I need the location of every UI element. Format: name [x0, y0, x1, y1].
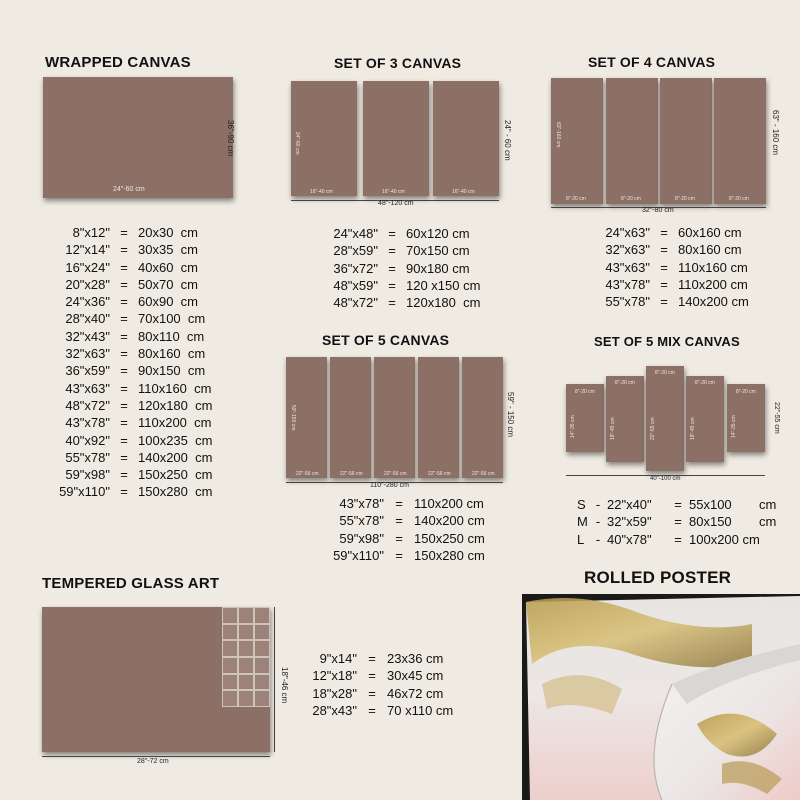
size-cell: =	[388, 226, 396, 241]
size-cell: 60x160 cm	[678, 225, 742, 240]
size-cell: 140x200 cm	[678, 294, 749, 310]
size-cell: 55"x78"	[65, 449, 110, 465]
size-cell: =	[674, 497, 682, 512]
size-row	[318, 277, 516, 294]
size-cell: 24"x36"	[65, 294, 110, 310]
size-row	[316, 530, 514, 547]
set5-panel-4	[418, 357, 459, 478]
size-cell: 40"x78"	[607, 531, 652, 547]
size-cell: 28"x43"	[312, 702, 357, 718]
set4-panel-3-label: 8"-20 cm	[675, 196, 695, 202]
size-row	[316, 512, 514, 529]
set3-panel-3-label: 16"-40 cm	[452, 189, 475, 195]
size-cell: =	[120, 432, 128, 448]
wrapped-width-label: 24"-60 cm	[113, 186, 145, 193]
set4-panel-2-label: 8"-20 cm	[621, 196, 641, 202]
size-cell: =	[660, 259, 668, 275]
size-cell: 43"x63"	[605, 259, 650, 275]
size-cell: 48"x72"	[65, 397, 110, 413]
set5-panel-4-label: 22"-56 cm	[428, 471, 451, 477]
size-cell: =	[674, 514, 682, 530]
size-cell: S	[577, 497, 586, 512]
set3-title: SET OF 3 CANVAS	[334, 55, 462, 71]
glass-panel	[42, 607, 270, 752]
size-cell: M	[577, 514, 588, 530]
size-cell: 80x150	[689, 514, 732, 530]
size-cell: =	[120, 259, 128, 275]
size-cell: =	[368, 702, 376, 718]
size-cell	[759, 531, 779, 548]
size-cell: 20"x28"	[65, 276, 110, 292]
size-row	[50, 362, 248, 379]
size-cell: 150x250 cm	[414, 530, 485, 546]
size-cell: =	[120, 276, 128, 292]
size-cell: 110x200 cm	[138, 415, 212, 431]
size-cell: 150x280 cm	[138, 484, 213, 500]
size-cell: 40x60 cm	[138, 259, 198, 275]
size-cell: L	[577, 531, 585, 547]
set4-side-label: 63"-160 cm	[555, 122, 561, 148]
set5-panel-2-label: 22"-56 cm	[340, 471, 363, 477]
size-cell: 120x180 cm	[138, 397, 213, 413]
size-cell: 70 x110 cm	[387, 702, 454, 718]
size-row	[50, 414, 248, 431]
rolled-poster-image	[522, 594, 800, 800]
set3-panel-1-label: 16"-40 cm	[310, 189, 333, 195]
glass-width-line	[42, 756, 270, 757]
size-cell: =	[388, 243, 396, 259]
size-cell: =	[120, 242, 128, 258]
size-cell: 20x30 cm	[138, 225, 198, 240]
size-cell: 43"x78"	[339, 496, 384, 511]
set4-panel-2	[606, 78, 658, 204]
size-cell: 110x200 cm	[414, 496, 484, 511]
size-cell: 55"x78"	[339, 513, 384, 529]
set5mix-width-label: 40"-100 cm	[650, 476, 681, 482]
size-cell: -	[595, 514, 601, 530]
set3-width-label: 48"-120 cm	[378, 200, 414, 207]
size-cell: 24"x48"	[333, 226, 378, 241]
size-cell: -	[595, 531, 601, 547]
wrapped-height-label: 36"-90 cm	[226, 120, 235, 157]
size-cell: 32"x63"	[605, 242, 650, 258]
size-row	[318, 260, 516, 277]
size-cell: =	[660, 294, 668, 310]
size-cell: =	[120, 415, 128, 431]
poster-title: ROLLED POSTER	[584, 568, 732, 587]
size-cell: =	[388, 295, 396, 311]
size-cell: 30x35 cm	[138, 242, 198, 258]
size-row	[305, 702, 487, 719]
size-row	[50, 276, 248, 293]
size-row	[50, 432, 248, 449]
set4-width-label: 32"-80 cm	[642, 207, 674, 214]
size-cell: 24"x63"	[605, 225, 650, 240]
size-cell: 70x150 cm	[406, 243, 470, 259]
set5-height-label: 59" - 150 cm	[506, 392, 515, 438]
size-row	[50, 293, 248, 310]
size-row	[50, 466, 248, 483]
set5mix-top-label-4: 8"-20 cm	[695, 380, 715, 386]
set4-title: SET OF 4 CANVAS	[588, 54, 716, 70]
size-cell: 46x72 cm	[387, 685, 444, 701]
size-row	[50, 259, 248, 276]
size-cell: 150x280 cm	[414, 547, 485, 563]
size-cell: 16"x24"	[65, 259, 110, 275]
size-cell: =	[660, 276, 668, 292]
size-cell: 12"x14"	[65, 242, 110, 258]
set5mix-top-label-2: 8"-20 cm	[615, 380, 635, 386]
size-cell: 28"x40"	[65, 311, 110, 327]
size-row	[590, 276, 778, 293]
size-cell: 100x235 cm	[138, 432, 213, 448]
size-cell: =	[120, 397, 128, 413]
set5-width-label: 110"-280 cm	[370, 482, 409, 489]
size-cell: 43"x78"	[65, 415, 110, 431]
size-cell: 110x200 cm	[678, 276, 748, 292]
size-cell: 80x160 cm	[678, 242, 742, 258]
size-cell: 80x110 cm	[138, 328, 205, 344]
set5-panel-2	[330, 357, 371, 478]
size-cell: 120x180 cm	[406, 295, 481, 311]
size-row	[50, 328, 248, 345]
set5mix-sizes-list	[577, 496, 779, 548]
size-row	[305, 667, 487, 684]
size-cell: 150x250 cm	[138, 467, 213, 483]
set4-panel-4	[714, 78, 766, 204]
set4-panel-1-label: 8"-20 cm	[566, 196, 586, 202]
size-row	[50, 397, 248, 414]
size-cell: =	[120, 449, 128, 465]
set5mix-top-label-3: 8"-20 cm	[655, 370, 675, 376]
set3-height-label: 24" - 60 cm	[503, 120, 512, 161]
set5-panel-3	[374, 357, 415, 478]
wrapped-sizes-list	[50, 224, 248, 501]
size-cell: =	[120, 311, 128, 327]
size-cell: 30x45 cm	[387, 668, 444, 684]
size-row	[50, 241, 248, 258]
size-cell: =	[395, 547, 403, 563]
size-cell: 100x200 cm	[689, 531, 760, 547]
set4-height-label: 63" - 160 cm	[771, 110, 780, 156]
size-cell: 28"x59"	[333, 243, 378, 259]
size-cell: 55x100	[689, 497, 732, 512]
size-cell: 32"x63"	[65, 346, 110, 362]
size-row	[590, 259, 778, 276]
size-row	[577, 531, 779, 548]
set4-panel-4-label: 8"-20 cm	[729, 196, 749, 202]
size-cell: 110x160 cm	[678, 259, 748, 275]
size-cell: 59"x98"	[339, 530, 384, 546]
size-row	[50, 483, 248, 500]
size-cell: =	[660, 225, 668, 240]
size-cell: 60x90 cm	[138, 294, 198, 310]
size-cell: cm	[759, 514, 777, 530]
size-row	[316, 547, 514, 564]
size-row	[318, 225, 516, 242]
size-cell: =	[395, 496, 403, 511]
size-cell: 110x160 cm	[138, 380, 212, 396]
size-row	[50, 380, 248, 397]
glass-width-label: 28"-72 cm	[137, 758, 169, 765]
size-cell: 55"x78"	[605, 294, 650, 310]
size-cell: =	[120, 346, 128, 362]
size-cell: 36"x72"	[333, 260, 378, 276]
set5-panel-3-label: 22"-56 cm	[384, 471, 407, 477]
set5-sizes-list	[316, 495, 514, 564]
set5mix-height-label: 22"-55 cm	[773, 402, 780, 434]
size-cell: =	[388, 277, 396, 293]
size-cell: 59"x98"	[65, 467, 110, 483]
size-row	[590, 293, 778, 310]
set5mix-side-label-2: 18"-45 cm	[610, 417, 616, 440]
poster-art	[522, 594, 800, 800]
set5mix-side-label-1: 14"-35 cm	[570, 415, 576, 438]
size-cell: 9"x14"	[319, 651, 357, 666]
set3-side-label: 24"-60 cm	[294, 132, 300, 155]
size-row	[316, 495, 514, 512]
size-row	[50, 345, 248, 362]
size-cell: =	[674, 531, 682, 547]
size-cell: 90x150 cm	[138, 363, 206, 379]
set5mix-side-label-5: 14"-35 cm	[731, 415, 737, 438]
size-cell: 36"x59"	[65, 363, 110, 379]
size-row	[590, 241, 778, 258]
size-cell: 12"x18"	[312, 668, 357, 684]
size-cell: =	[368, 651, 376, 666]
size-cell: 70x100 cm	[138, 311, 206, 327]
size-cell: 90x180 cm	[406, 260, 470, 276]
size-cell: 43"x78"	[605, 276, 650, 292]
set5mix-title: SET OF 5 MIX CANVAS	[594, 334, 740, 349]
size-cell: =	[120, 467, 128, 483]
glass-reflection	[222, 607, 270, 707]
set3-panel-2-label: 16"-40 cm	[382, 189, 405, 195]
glass-title: TEMPERED GLASS ART	[42, 575, 220, 592]
size-cell: =	[388, 260, 396, 276]
size-cell: 48"x72"	[333, 295, 378, 311]
glass-height-line	[274, 607, 275, 752]
size-row	[305, 685, 487, 702]
set5-title: SET OF 5 CANVAS	[322, 332, 450, 348]
size-cell: =	[120, 380, 128, 396]
set5mix-side-label-4: 18"-45 cm	[690, 417, 696, 440]
size-cell: 23x36 cm	[387, 651, 444, 666]
size-row	[50, 449, 248, 466]
size-cell: 140x200 cm	[414, 513, 485, 529]
wrapped-canvas-title: WRAPPED CANVAS	[45, 54, 191, 71]
size-cell: cm	[759, 497, 777, 512]
glass-height-label: 18"-46 cm	[280, 667, 289, 704]
size-cell: =	[120, 363, 128, 379]
size-cell: =	[395, 530, 403, 546]
set5mix-top-label-1: 8"-20 cm	[575, 389, 595, 395]
set5mix-side-label-3: 22"-55 cm	[650, 417, 656, 440]
size-row	[50, 310, 248, 327]
size-cell: 48"x59"	[333, 277, 378, 293]
size-cell: =	[120, 328, 128, 344]
size-cell: 32"x43"	[65, 328, 110, 344]
set3-panel-1	[291, 81, 357, 196]
size-row	[590, 224, 778, 241]
size-cell: 80x160 cm	[138, 346, 206, 362]
size-cell: 8"x12"	[72, 225, 110, 240]
size-row	[305, 650, 487, 667]
size-cell: 59"x110"	[333, 547, 384, 563]
set4-panel-3	[660, 78, 712, 204]
set5-side-label: 59"-150 cm	[290, 405, 296, 431]
set3-panel-2	[363, 81, 429, 196]
wrapped-canvas-panel	[43, 77, 233, 198]
size-cell: =	[368, 668, 376, 684]
size-cell: =	[120, 225, 128, 240]
size-cell: 140x200 cm	[138, 449, 213, 465]
size-cell: 22"x40"	[607, 497, 652, 512]
size-row	[50, 224, 248, 241]
set5-panel-5-label: 22"-56 cm	[472, 471, 495, 477]
size-row	[318, 294, 516, 311]
set5-panel-5	[462, 357, 503, 478]
size-row	[318, 242, 516, 259]
size-cell: 120 x150 cm	[406, 277, 481, 293]
size-cell: =	[395, 513, 403, 529]
set3-sizes-list	[318, 225, 516, 311]
size-cell: =	[368, 685, 376, 701]
size-cell: =	[660, 242, 668, 258]
size-cell: 18"x28"	[312, 685, 357, 701]
size-cell: =	[120, 484, 128, 500]
size-cell: 32"x59"	[607, 514, 652, 530]
size-cell: 50x70 cm	[138, 276, 198, 292]
set5mix-top-label-5: 8"-20 cm	[736, 389, 756, 395]
size-cell: -	[595, 497, 601, 512]
set5-panel-1-label: 22"-56 cm	[296, 471, 319, 477]
size-cell: 59"x110"	[59, 484, 110, 500]
size-cell: 43"x63"	[65, 380, 110, 396]
size-row	[577, 496, 779, 513]
glass-sizes-list	[305, 650, 487, 719]
size-cell: =	[120, 294, 128, 310]
size-cell: 40"x92"	[65, 432, 110, 448]
set3-panel-3	[433, 81, 499, 196]
size-row	[577, 513, 779, 530]
set4-sizes-list	[590, 224, 778, 310]
size-cell: 60x120 cm	[406, 226, 470, 241]
